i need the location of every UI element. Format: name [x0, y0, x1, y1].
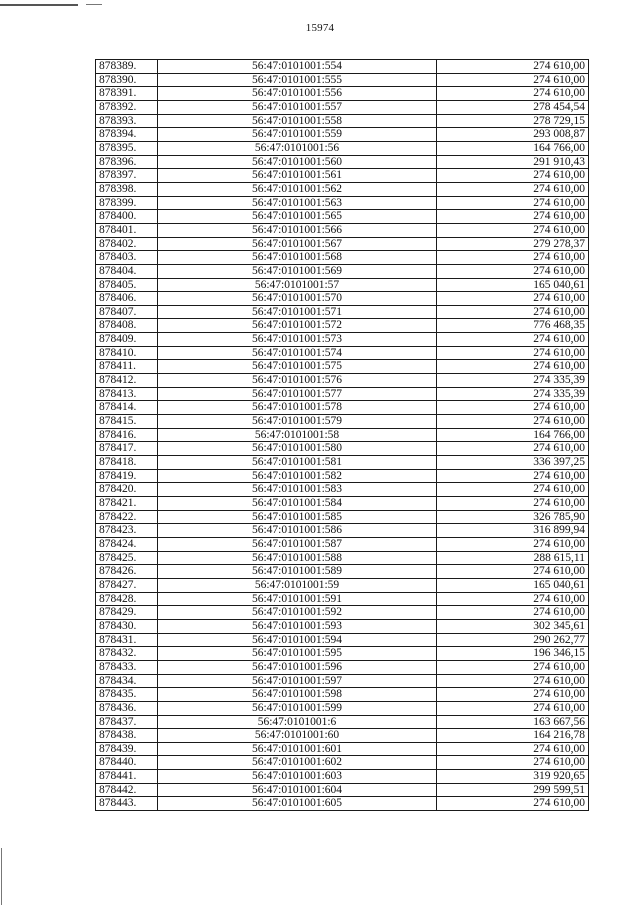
cadastral-number-cell: 56:47:0101001:57 [158, 278, 437, 292]
cadastral-value-cell: 316 899,94 [437, 524, 589, 538]
table-row [96, 551, 589, 565]
cadastral-value-cell: 163 667,56 [437, 715, 589, 729]
cadastral-value-cell: 196 346,15 [437, 647, 589, 661]
record-number-cell: 878419. [96, 469, 158, 483]
table-row [96, 155, 589, 169]
cadastral-number-cell: 56:47:0101001:583 [158, 483, 437, 497]
cadastral-value-cell: 274 610,00 [437, 196, 589, 210]
cadastral-value-cell: 274 610,00 [437, 497, 589, 511]
cadastral-number-cell: 56:47:0101001:554 [158, 60, 437, 74]
cadastral-number-cell: 56:47:0101001:580 [158, 442, 437, 456]
cadastral-number-cell: 56:47:0101001:588 [158, 551, 437, 565]
record-number-cell: 878400. [96, 210, 158, 224]
cadastral-value-cell: 165 040,61 [437, 278, 589, 292]
record-number-cell: 878439. [96, 742, 158, 756]
table-row [96, 592, 589, 606]
table-row [96, 346, 589, 360]
record-number-cell: 878415. [96, 415, 158, 429]
record-number-cell: 878390. [96, 73, 158, 87]
cadastral-value-cell: 326 785,90 [437, 510, 589, 524]
record-number-cell: 878425. [96, 551, 158, 565]
record-number-cell: 878434. [96, 674, 158, 688]
cadastral-number-cell: 56:47:0101001:560 [158, 155, 437, 169]
cadastral-number-cell: 56:47:0101001:58 [158, 428, 437, 442]
table-row [96, 210, 589, 224]
table-row [96, 360, 589, 374]
table-row [96, 319, 589, 333]
cadastral-number-cell: 56:47:0101001:574 [158, 346, 437, 360]
cadastral-number-cell: 56:47:0101001:587 [158, 537, 437, 551]
table-row [96, 633, 589, 647]
record-number-cell: 878443. [96, 797, 158, 811]
cadastral-number-cell: 56:47:0101001:572 [158, 319, 437, 333]
table-row [96, 510, 589, 524]
table-row [96, 278, 589, 292]
record-number-cell: 878403. [96, 251, 158, 265]
cadastral-value-cell: 274 610,00 [437, 483, 589, 497]
cadastral-number-cell: 56:47:0101001:567 [158, 237, 437, 251]
record-number-cell: 878416. [96, 428, 158, 442]
record-number-cell: 878391. [96, 87, 158, 101]
cadastral-number-cell: 56:47:0101001:59 [158, 578, 437, 592]
cadastral-value-cell: 274 610,00 [437, 73, 589, 87]
cadastral-value-cell: 776 468,35 [437, 319, 589, 333]
table-row [96, 305, 589, 319]
table-row [96, 456, 589, 470]
table-row [96, 742, 589, 756]
record-number-cell: 878413. [96, 387, 158, 401]
cadastral-number-cell: 56:47:0101001:595 [158, 647, 437, 661]
table-row [96, 264, 589, 278]
table-row [96, 674, 589, 688]
cadastral-number-cell: 56:47:0101001:592 [158, 606, 437, 620]
record-number-cell: 878399. [96, 196, 158, 210]
table-row [96, 565, 589, 579]
cadastral-number-cell: 56:47:0101001:585 [158, 510, 437, 524]
cadastral-value-cell: 274 610,00 [437, 442, 589, 456]
table-row [96, 647, 589, 661]
cadastral-value-cell: 290 262,77 [437, 633, 589, 647]
record-number-cell: 878414. [96, 401, 158, 415]
cadastral-number-cell: 56:47:0101001:573 [158, 333, 437, 347]
table-row [96, 182, 589, 196]
table-row [96, 428, 589, 442]
cadastral-number-cell: 56:47:0101001:569 [158, 264, 437, 278]
table-row [96, 497, 589, 511]
cadastral-value-cell: 164 766,00 [437, 141, 589, 155]
table-row [96, 578, 589, 592]
cadastral-value-cell: 274 610,00 [437, 674, 589, 688]
cadastral-value-cell: 274 610,00 [437, 264, 589, 278]
cadastral-value-cell: 274 610,00 [437, 592, 589, 606]
cadastral-number-cell: 56:47:0101001:557 [158, 100, 437, 114]
table-row [96, 196, 589, 210]
cadastral-value-cell: 302 345,61 [437, 619, 589, 633]
cadastral-value-cell: 274 610,00 [437, 87, 589, 101]
cadastral-number-cell: 56:47:0101001:603 [158, 770, 437, 784]
table-row [96, 292, 589, 306]
record-number-cell: 878431. [96, 633, 158, 647]
table-row [96, 701, 589, 715]
cadastral-value-cell: 274 610,00 [437, 756, 589, 770]
table-row [96, 141, 589, 155]
cadastral-value-cell: 274 335,39 [437, 387, 589, 401]
cadastral-value-cell: 288 615,11 [437, 551, 589, 565]
record-number-cell: 878411. [96, 360, 158, 374]
cadastral-number-cell: 56:47:0101001:589 [158, 565, 437, 579]
table-row [96, 660, 589, 674]
record-number-cell: 878424. [96, 537, 158, 551]
table-row [96, 128, 589, 142]
cadastral-value-cell: 274 610,00 [437, 305, 589, 319]
record-number-cell: 878406. [96, 292, 158, 306]
cadastral-value-cell: 278 454,54 [437, 100, 589, 114]
record-number-cell: 878405. [96, 278, 158, 292]
record-number-cell: 878421. [96, 497, 158, 511]
scan-edge-mark [86, 4, 102, 5]
cadastral-number-cell: 56:47:0101001:602 [158, 756, 437, 770]
cadastral-value-cell: 274 610,00 [437, 565, 589, 579]
record-number-cell: 878423. [96, 524, 158, 538]
cadastral-number-cell: 56:47:0101001:570 [158, 292, 437, 306]
record-number-cell: 878426. [96, 565, 158, 579]
cadastral-value-cell: 164 216,78 [437, 729, 589, 743]
cadastral-number-cell: 56:47:0101001:599 [158, 701, 437, 715]
table-row [96, 756, 589, 770]
table-row [96, 797, 589, 811]
cadastral-number-cell: 56:47:0101001:581 [158, 456, 437, 470]
cadastral-value-cell: 274 610,00 [437, 251, 589, 265]
record-number-cell: 878436. [96, 701, 158, 715]
record-number-cell: 878442. [96, 783, 158, 797]
table-row [96, 60, 589, 74]
table-row [96, 770, 589, 784]
record-number-cell: 878422. [96, 510, 158, 524]
record-number-cell: 878441. [96, 770, 158, 784]
cadastral-number-cell: 56:47:0101001:555 [158, 73, 437, 87]
record-number-cell: 878420. [96, 483, 158, 497]
record-number-cell: 878392. [96, 100, 158, 114]
table-row [96, 619, 589, 633]
table-row [96, 73, 589, 87]
cadastral-value-cell: 279 278,37 [437, 237, 589, 251]
table-row [96, 251, 589, 265]
record-number-cell: 878394. [96, 128, 158, 142]
table-row [96, 729, 589, 743]
cadastral-value-cell: 274 610,00 [437, 660, 589, 674]
cadastral-value-cell: 274 610,00 [437, 169, 589, 183]
cadastral-number-cell: 56:47:0101001:558 [158, 114, 437, 128]
cadastral-number-cell: 56:47:0101001:598 [158, 688, 437, 702]
cadastral-value-cell: 274 610,00 [437, 742, 589, 756]
table-row [96, 415, 589, 429]
table-row [96, 688, 589, 702]
table-row [96, 387, 589, 401]
record-number-cell: 878395. [96, 141, 158, 155]
table-row [96, 483, 589, 497]
cadastral-number-cell: 56:47:0101001:565 [158, 210, 437, 224]
table-row [96, 469, 589, 483]
registry-table-body [96, 60, 589, 811]
record-number-cell: 878407. [96, 305, 158, 319]
cadastral-value-cell: 165 040,61 [437, 578, 589, 592]
cadastral-value-cell: 274 610,00 [437, 182, 589, 196]
cadastral-number-cell: 56:47:0101001:584 [158, 497, 437, 511]
cadastral-number-cell: 56:47:0101001:562 [158, 182, 437, 196]
table-row [96, 524, 589, 538]
cadastral-number-cell: 56:47:0101001:594 [158, 633, 437, 647]
cadastral-value-cell: 274 610,00 [437, 333, 589, 347]
record-number-cell: 878438. [96, 729, 158, 743]
record-number-cell: 878401. [96, 223, 158, 237]
cadastral-value-cell: 278 729,15 [437, 114, 589, 128]
cadastral-value-cell: 291 910,43 [437, 155, 589, 169]
record-number-cell: 878404. [96, 264, 158, 278]
table-row [96, 606, 589, 620]
cadastral-value-cell: 274 610,00 [437, 415, 589, 429]
table-row [96, 442, 589, 456]
cadastral-number-cell: 56:47:0101001:577 [158, 387, 437, 401]
record-number-cell: 878389. [96, 60, 158, 74]
cadastral-number-cell: 56:47:0101001:559 [158, 128, 437, 142]
cadastral-number-cell: 56:47:0101001:597 [158, 674, 437, 688]
record-number-cell: 878432. [96, 647, 158, 661]
cadastral-value-cell: 293 008,87 [437, 128, 589, 142]
record-number-cell: 878429. [96, 606, 158, 620]
record-number-cell: 878393. [96, 114, 158, 128]
cadastral-number-cell: 56:47:0101001:563 [158, 196, 437, 210]
cadastral-value-cell: 336 397,25 [437, 456, 589, 470]
record-number-cell: 878417. [96, 442, 158, 456]
record-number-cell: 878427. [96, 578, 158, 592]
cadastral-number-cell: 56:47:0101001:601 [158, 742, 437, 756]
record-number-cell: 878428. [96, 592, 158, 606]
record-number-cell: 878433. [96, 660, 158, 674]
cadastral-number-cell: 56:47:0101001:593 [158, 619, 437, 633]
table-row [96, 537, 589, 551]
registry-table [95, 59, 589, 811]
cadastral-number-cell: 56:47:0101001:6 [158, 715, 437, 729]
cadastral-number-cell: 56:47:0101001:566 [158, 223, 437, 237]
cadastral-number-cell: 56:47:0101001:604 [158, 783, 437, 797]
table-row [96, 333, 589, 347]
cadastral-value-cell: 319 920,65 [437, 770, 589, 784]
table-row [96, 237, 589, 251]
record-number-cell: 878409. [96, 333, 158, 347]
cadastral-number-cell: 56:47:0101001:579 [158, 415, 437, 429]
cadastral-number-cell: 56:47:0101001:591 [158, 592, 437, 606]
cadastral-number-cell: 56:47:0101001:60 [158, 729, 437, 743]
cadastral-value-cell: 274 610,00 [437, 606, 589, 620]
table-row [96, 401, 589, 415]
cadastral-value-cell: 274 610,00 [437, 701, 589, 715]
cadastral-number-cell: 56:47:0101001:568 [158, 251, 437, 265]
table-row [96, 374, 589, 388]
table-row [96, 715, 589, 729]
table-row [96, 87, 589, 101]
record-number-cell: 878435. [96, 688, 158, 702]
table-row [96, 223, 589, 237]
cadastral-value-cell: 274 610,00 [437, 346, 589, 360]
cadastral-value-cell: 274 610,00 [437, 688, 589, 702]
table-row [96, 114, 589, 128]
record-number-cell: 878408. [96, 319, 158, 333]
cadastral-number-cell: 56:47:0101001:556 [158, 87, 437, 101]
record-number-cell: 878430. [96, 619, 158, 633]
cadastral-value-cell: 274 610,00 [437, 401, 589, 415]
cadastral-number-cell: 56:47:0101001:575 [158, 360, 437, 374]
cadastral-number-cell: 56:47:0101001:586 [158, 524, 437, 538]
record-number-cell: 878418. [96, 456, 158, 470]
table-row [96, 169, 589, 183]
record-number-cell: 878396. [96, 155, 158, 169]
cadastral-number-cell: 56:47:0101001:605 [158, 797, 437, 811]
cadastral-number-cell: 56:47:0101001:596 [158, 660, 437, 674]
cadastral-value-cell: 274 610,00 [437, 292, 589, 306]
scan-edge-mark [0, 4, 78, 6]
cadastral-number-cell: 56:47:0101001:578 [158, 401, 437, 415]
record-number-cell: 878412. [96, 374, 158, 388]
cadastral-value-cell: 274 610,00 [437, 360, 589, 374]
table-row [96, 783, 589, 797]
record-number-cell: 878440. [96, 756, 158, 770]
cadastral-value-cell: 274 610,00 [437, 797, 589, 811]
cadastral-number-cell: 56:47:0101001:571 [158, 305, 437, 319]
record-number-cell: 878410. [96, 346, 158, 360]
record-number-cell: 878397. [96, 169, 158, 183]
table-row [96, 100, 589, 114]
cadastral-number-cell: 56:47:0101001:576 [158, 374, 437, 388]
record-number-cell: 878398. [96, 182, 158, 196]
cadastral-value-cell: 274 610,00 [437, 469, 589, 483]
cadastral-value-cell: 274 610,00 [437, 210, 589, 224]
cadastral-value-cell: 274 335,39 [437, 374, 589, 388]
cadastral-value-cell: 274 610,00 [437, 60, 589, 74]
record-number-cell: 878402. [96, 237, 158, 251]
cadastral-value-cell: 299 599,51 [437, 783, 589, 797]
cadastral-number-cell: 56:47:0101001:56 [158, 141, 437, 155]
cadastral-value-cell: 274 610,00 [437, 223, 589, 237]
scan-edge-mark [1, 848, 2, 905]
cadastral-number-cell: 56:47:0101001:582 [158, 469, 437, 483]
cadastral-value-cell: 164 766,00 [437, 428, 589, 442]
cadastral-number-cell: 56:47:0101001:561 [158, 169, 437, 183]
cadastral-value-cell: 274 610,00 [437, 537, 589, 551]
record-number-cell: 878437. [96, 715, 158, 729]
page-number: 15974 [305, 22, 335, 34]
